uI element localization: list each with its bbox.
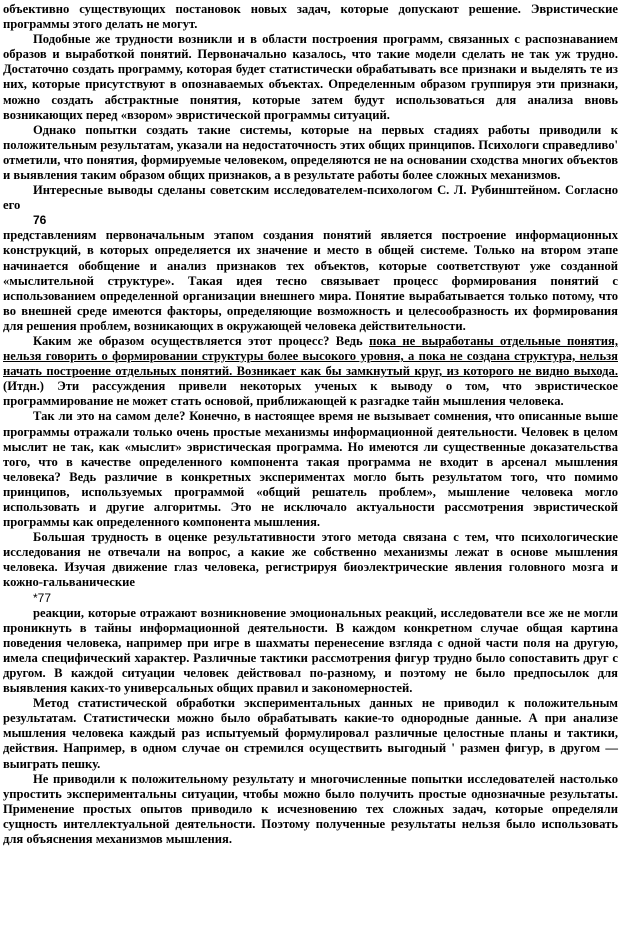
page-number-76: 76 (33, 213, 47, 228)
paragraph-1: объективно существующих постановок новых задач, которые допускают решение. Эвристические программы этого делать не могут. (3, 2, 618, 32)
paragraph-3: Однако попытки создать такие системы, которые на первых стадиях работы приводили к положительным результатам, указали на недостаточность этих общих принципов. Психологи справедливо' отметили, что понятия, формируемые человеком, определяются не на основании сходства многих объектов и выявления таким образом общих признаков, а в результате работы более сложных механизмов. (3, 122, 618, 183)
paragraph-6 (3, 334, 618, 409)
paragraph-10: Метод статистической обработки экспериментальных данных не приводил к положительным результатам. Статистически можно было обрабатывать какие-то однородные данные. А при анализе мышления человека каждый раз испытуемый формулировал различные целостные планы и тактики, действия. Например, в одном случае он стремился осуществить выгодный ' размен фигур, в другом — выиграть пешку. (3, 696, 618, 771)
paragraph-5: представлениям первоначальным этапом создания понятий является построение информационных конструкций, в которых определяется их значение и место в общей системе. Только на втором этапе начинается обобщение и анализ признаков тех объектов, которые соответствуют уже созданной «мыслительной структуре». Такая идея тесно связывает процесс формирования понятий с использованием определенной организации внешнего мира. Понятие вырабатывается только потому, что во внешней среде имеются факторы, определяющие возможность и целесообразность их формирования для решения проблем, возникающих в окружающей человека действительности. (3, 228, 618, 333)
paragraph-6-lead: Каким же образом осуществляется этот процесс? Ведь (33, 333, 370, 348)
paragraph-2: Подобные же трудности возникли и в области построения программ, связанных с распознаванием образов и выработкой понятий. Первоначально казалось, что такие модели сделать не так уж трудно. Достаточно создать программу, которая будет статистически обрабатывать все признаки и выделять те из них, которые присутствуют в опознаваемых объектах. Определенным образом группируя эти признаки, можно создать абстрактные понятия, которые затем будут использоваться для анализа вновь возникающих перед «взором» эвристической программы ситуаций. (3, 32, 618, 122)
paragraph-6-underlined-quote: пока не выработаны отдельные понятия, нельзя говорить о формировании структуры более высокого уровня, а пока не создана структура, нельзя начать построение отдельных понятий. Возникает как бы замкнутый круг, из которого не видно выхода. (3, 333, 618, 379)
paragraph-8: Большая трудность в оценке результативности этого метода связана с тем, что психологические исследования не отвечали на вопрос, а какие же собственно механизмы лежат в основе мышления человека. Изучая движение глаз человека, регистрируя биоэлектрические явления головного мозга и кожно-гальванические (3, 530, 618, 590)
page-number-77: *77 (33, 590, 52, 605)
paragraph-11: Не приводили к положительному результату и многочисленные попытки исследователей настолько упростить экспериментальны ситуации, чтобы можно было получить простые однозначные результаты. Применение простых опытов приводило к исчезновению тех сложных задач, которые определяли сущность интеллектуальной деятельности. Поэтому полученные результаты нельзя было использовать для объяснения механизмов мышления. (3, 771, 618, 846)
paragraph-7: Так ли это на самом деле? Конечно, в настоящее время не вызывает сомнения, что описанные выше программы отражали только очень простые механизмы информационной деятельности. Человек в целом мыслит не так, как «мыслит» эвристическая программа. Но имеются ли существенные доказательства того, что в качестве определенного компонента такая программа не входит в арсенал мышления человека? Ведь различие в конкретных экспериментах могло быть результатом того, что помимо принципов, используемых программой «общий решатель проблем», мышление человека могло использовать и другие алгоритмы. Это не исключало актуальности рассмотрения эвристической программы как определенного компонента мышления. (3, 409, 618, 530)
paragraph-9: реакции, которые отражают возникновение эмоциональных реакций, исследователи все же не могли проникнуть в тайны информационной деятельности. В каждом конкретном случае общая картина поведения человека, например при игре в шахматы перенесение взгляда с одной части поля на другую, имела специфический характер. Различные тактики рассмотрения фигур трудно было сопоставить друг с другом. В каждой ситуации человек действовал по-разному, и поэтому не было предпосылок для выявления каких-то универсальных общих правил и закономерностей. (3, 605, 618, 696)
paragraph-4: Интересные выводы сделаны советским исследователем-психологом С. Л. Рубинштейном. Согласно его (3, 183, 618, 213)
paragraph-6-tail: (Итдн.) Эти рассуждения привели некоторых ученых к выводу о том, что эвристическое программирование не может стать основой, приближающей к разгадке тайн мышления человека. (3, 379, 618, 409)
